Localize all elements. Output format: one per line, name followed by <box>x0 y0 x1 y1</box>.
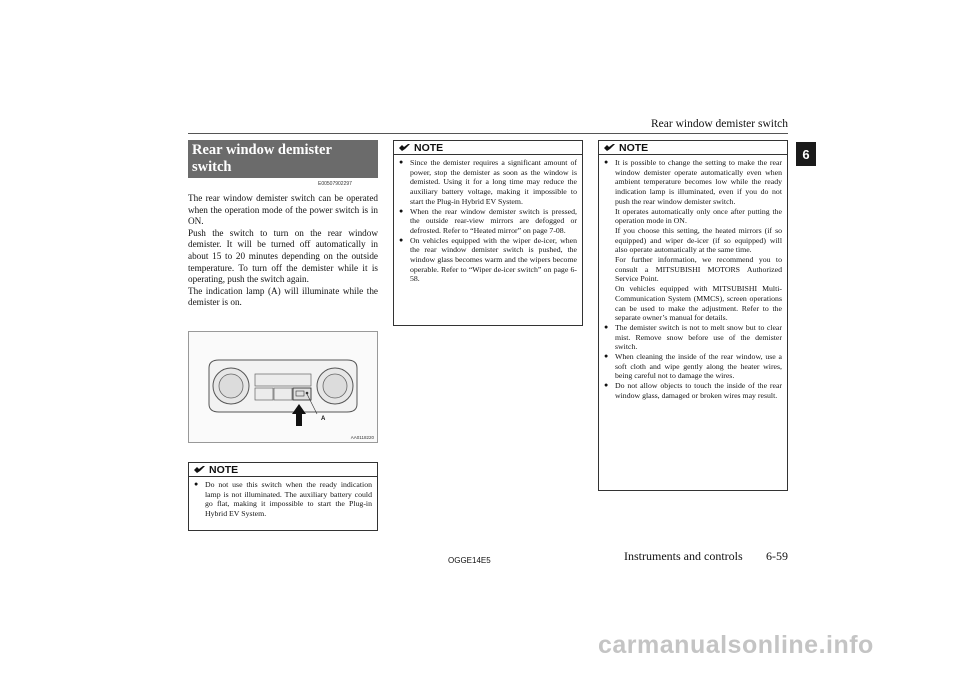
body-text <box>188 193 378 309</box>
note-hand-icon <box>603 143 616 152</box>
note-box <box>598 140 788 491</box>
note-text: For further information, we recommend you to consult a MITSUBISHI MOTORS Authorized Service Point. <box>615 255 782 284</box>
note-text: If you choose this setting, the heated mirrors (if so equipped) and wiper de-icer (if so equipped) will also operate automatically at the same time. <box>615 225 782 255</box>
bullet-icon: ● <box>399 158 404 166</box>
note-label: NOTE <box>414 141 444 154</box>
note-hand-icon <box>193 465 206 474</box>
note-header <box>599 141 787 155</box>
chapter-tab: 6 <box>796 142 816 166</box>
note-item <box>399 207 577 236</box>
bullet-icon: ● <box>399 235 404 244</box>
note-item <box>604 352 782 381</box>
body-paragraph: Push the switch to turn on the rear window demister. It will be turned off automatically in about 15 to 20 minutes depending on the outside temperature. To turn off the demister while it is operating, push the switch again. <box>188 227 378 285</box>
note-text: When the rear window demister switch is pressed, the outside rear-view mirrors are defogged or defrosted. Refer to “Heated mirror” on page 7-08. <box>410 206 577 235</box>
page-number: 6-59 <box>766 549 788 563</box>
note-item <box>604 323 782 352</box>
note-text: Do not use this switch when the ready indication lamp is not illuminated. The auxiliary battery could go flat, making it impossible to start the Plug-in Hybrid EV System. <box>205 480 372 519</box>
note-text: Since the demister requires a significant amount of power, stop the demister as soon as the window is demisted. Using it for a long time may reduce the auxiliary battery voltage, making it impossible to start the Plug-in Hybrid EV System. <box>410 158 577 206</box>
bullet-icon: ● <box>604 381 609 390</box>
note-box <box>393 140 583 326</box>
note-text: On vehicles equipped with MITSUBISHI Multi-Communication System (MMCS), screen operations can be used to make the adjustment. Refer to the separate owner’s manual for details. <box>615 284 782 323</box>
note-item <box>604 158 782 323</box>
note-item <box>399 236 577 285</box>
note-hand-icon <box>398 143 411 152</box>
note-text: It operates automatically only once after putting the operation mode in ON. <box>615 206 782 226</box>
watermark: carmanualsonline.info <box>598 631 874 659</box>
note-item <box>194 480 372 519</box>
body-paragraph: The rear window demister switch can be operated when the operation mode of the power switch is in ON. <box>188 193 378 227</box>
note-header <box>394 141 582 155</box>
note-text: The demister switch is not to melt snow but to clear mist. Remove snow before use of the demister switch. <box>615 322 782 352</box>
note-text: When cleaning the inside of the rear window, use a soft cloth and wipe gently along the heater wires, being careful not to damage the wires. <box>615 352 782 381</box>
body-paragraph: The indication lamp (A) will illuminate while the demister is on. <box>188 285 378 308</box>
running-header: Rear window demister switch <box>650 118 788 130</box>
section-code: E00507902297 <box>318 181 352 187</box>
note-header <box>189 463 377 477</box>
note-label: NOTE <box>619 141 649 154</box>
note-item <box>604 381 782 400</box>
note-text: Do not allow objects to touch the inside of the rear window glass, damaged or broken wires may result. <box>615 381 782 400</box>
figure-code: AA0118220 <box>350 435 374 440</box>
bullet-icon: ● <box>194 480 199 488</box>
note-label: NOTE <box>209 463 239 476</box>
bullet-icon: ● <box>399 206 404 215</box>
header-rule <box>188 133 788 134</box>
control-panel-drawing <box>189 332 377 442</box>
note-text: It is possible to change the setting to make the rear window demister operate automatically even when ambient temperature becomes low while the ready indication lamp is illuminated, even if you do not push the rear window demister switch. <box>615 158 782 206</box>
callout-label: A <box>321 416 326 422</box>
note-text: On vehicles equipped with the wiper de-icer, when the rear window demister switch is pushed, the window glass becomes warm and the wipers become operable. Refer to “Wiper de-icer switch” on page 6-58. <box>410 235 577 284</box>
demister-switch-illustration <box>188 331 378 443</box>
note-item <box>399 158 577 207</box>
section-title: Rear window demister switch <box>188 140 378 178</box>
footer-doc-code: OGGE14E5 <box>448 556 491 565</box>
bullet-icon: ● <box>604 158 609 166</box>
bullet-icon: ● <box>604 322 609 331</box>
footer-section-title: Instruments and controls <box>624 549 743 563</box>
bullet-icon: ● <box>604 352 609 361</box>
note-box <box>188 462 378 531</box>
